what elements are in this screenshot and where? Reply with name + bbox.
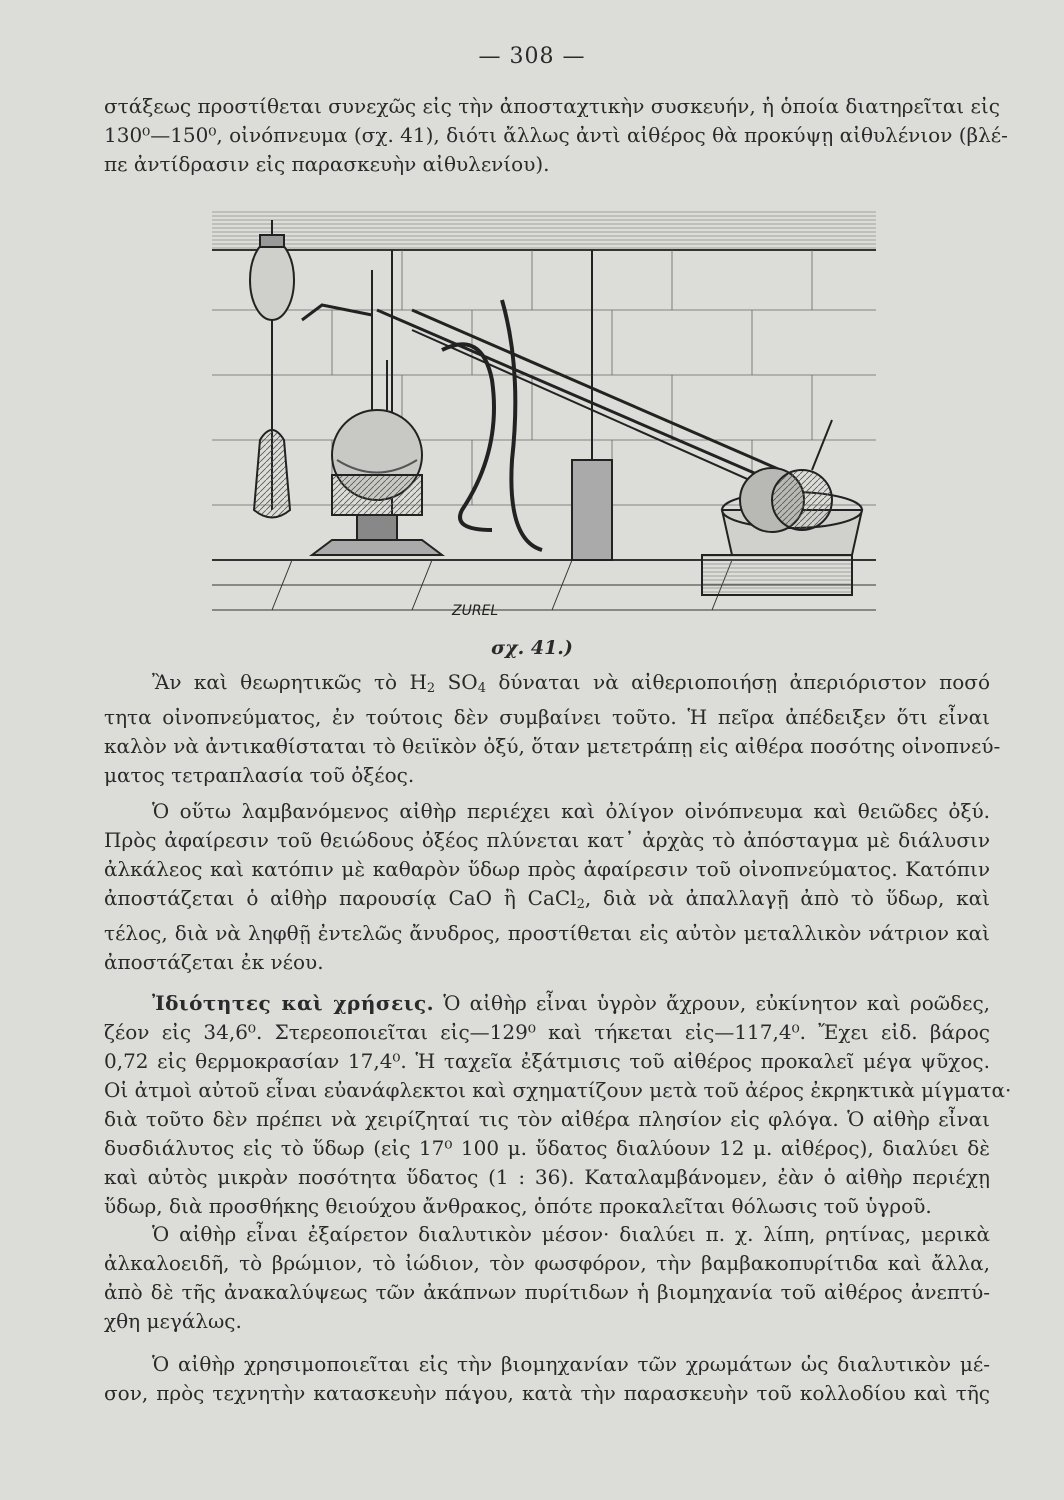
text-line: ἀποστάζεται ὁ αἰθὴρ παρουσίᾳ CaO ἢ CaCl$_2$, διὰ νὰ ἀπαλλαγῇ ἀπὸ τὸ ὕδωρ, καὶ bbox=[104, 886, 990, 912]
text-line: διὰ τοῦτο δὲν πρέπει νὰ χειρίζηταί τις τὸν αἰθέρα πλησίον εἰς φλόγα. Ὁ αἰθὴρ εἶναι bbox=[104, 1107, 990, 1131]
text-line: Πρὸς ἀφαίρεσιν τοῦ θειώδους ὀξέος πλύνεται κατ᾽ ἀρχὰς τὸ ἀπόσταγμα μὲ διάλυσιν bbox=[104, 828, 990, 852]
text-line: ζέον εἰς 34,6⁰. Στερεοποιεῖται εἰς—129⁰ καὶ τήκεται εἰς—117,4⁰. Ἔχει εἰδ. βάρος bbox=[104, 1020, 990, 1044]
page-number: — 308 — bbox=[478, 44, 586, 69]
text-line: Ὁ αἰθὴρ εἶναι ἐξαίρετον διαλυτικὸν μέσον· διαλύει π. χ. λίπη, ρητίνας, μερικὰ bbox=[152, 1222, 990, 1246]
rubber-tubing bbox=[442, 300, 542, 550]
text-line: Ἂν καὶ θεωρητικῶς τὸ $H_2$ $SO_4$ δύναται νὰ αἰθεριοποιήσῃ ἀπεριόριστον ποσό bbox=[152, 670, 990, 696]
text-line: πε ἀντίδρασιν εἰς παρασκευὴν αἰθυλενίου). bbox=[104, 152, 550, 176]
figure-distillation-apparatus bbox=[212, 210, 876, 630]
text-line: ματος τετραπλασία τοῦ ὀξέος. bbox=[104, 763, 415, 787]
section-heading: Ἰδιότητες καὶ χρήσεις. bbox=[152, 991, 435, 1015]
text-line: ἀλκάλεος καὶ κατόπιν μὲ καθαρὸν ὕδωρ πρὸς ἀφαίρεσιν τοῦ οἰνοπνεύματος. Κατόπιν bbox=[104, 857, 990, 881]
figure-caption: σχ. 41.) bbox=[491, 637, 573, 659]
paragraph-solvent bbox=[104, 1220, 990, 1336]
text-line: 130⁰—150⁰, οἰνόπνευμα (σχ. 41), διότι ἄλλως ἀντὶ αἰθέρος θὰ προκύψῃ αἰθυλένιον (βλέ- bbox=[104, 123, 1008, 147]
text-line: δυσδιάλυτος εἰς τὸ ὕδωρ (εἰς 17⁰ 100 μ. ὕδατος διαλύουν 12 μ. αἰθέρος), διαλύει δὲ bbox=[104, 1136, 990, 1160]
text-line: καλὸν νὰ ἀντικαθίσταται τὸ θειϊκὸν ὀξύ, ὅταν μετετράπῃ εἰς αἰθέρα ποσότης οἰνοπνεύ- bbox=[104, 734, 1001, 758]
text-line: 0,72 εἰς θερμοκρασίαν 17,4⁰. Ἡ ταχεῖα ἐξάτμισις τοῦ αἰθέρος προκαλεῖ μέγα ψῦχος. bbox=[104, 1049, 990, 1073]
text-line: τέλος, διὰ νὰ ληφθῇ ἐντελῶς ἄνυδρος, προστίθεται εἰς αὐτὸν μεταλλικὸν νάτριον καὶ bbox=[104, 921, 990, 945]
text-line: Ὁ οὕτω λαμβανόμενος αἰθὴρ περιέχει καὶ ὀλίγον οἰνόπνευμα καὶ θειῶδες ὀξύ. bbox=[152, 799, 990, 823]
paragraph-uses bbox=[104, 1350, 990, 1408]
paragraph-purification bbox=[104, 797, 990, 977]
text-line: ἀποστάζεται ἐκ νέου. bbox=[104, 950, 324, 974]
distilling-flask bbox=[302, 250, 442, 555]
apparatus-illustration bbox=[212, 210, 876, 630]
text-line: Ἰδιότητες καὶ χρήσεις. Ὁ αἰθὴρ εἶναι ὑγρὸν ἄχρουν, εὐκίνητον καὶ ρoῶδες, bbox=[152, 991, 991, 1015]
text-line: στάξεως προστίθεται συνεχῶς εἰς τὴν ἀποσταχτικὴν συσκευήν, ἡ ὁποία διατηρεῖται εἰς bbox=[104, 94, 1000, 118]
brick-wall bbox=[212, 210, 876, 505]
text-line: Ὁ αἰθὴρ χρησιμοποιεῖται εἰς τὴν βιομηχανίαν τῶν χρωμάτων ὡς διαλυτικὸν μέ- bbox=[152, 1352, 990, 1376]
text-line: τητα οἰνοπνεύματος, ἐν τούτοις δὲν συμβαίνει τοῦτο. Ἡ πεῖρα ἀπέδειξεν ὅτι εἶναι bbox=[104, 705, 990, 729]
paragraph-properties bbox=[104, 989, 1012, 1221]
text-line: ὕδωρ, διὰ προσθήκης θειούχου ἄνθρακος, ὁπότε προκαλεῖται θόλωσις τοῦ ὑγροῦ. bbox=[104, 1194, 932, 1218]
artist-signature: ZUREL bbox=[452, 603, 499, 619]
text-line: χθη μεγάλως. bbox=[104, 1309, 242, 1333]
text-line: καὶ αὐτὸς μικρὰν ποσότητα ὕδατος (1 : 36). Καταλαμβάνομεν, ἐὰν ὁ αἰθὴρ περιέχῃ bbox=[104, 1165, 990, 1189]
dropping-funnel-stand bbox=[250, 220, 294, 518]
text-line: ἀλκαλοειδῆ, τὸ βρώμιον, τὸ ἰώδιον, τὸν φωσφόρον, τὴν βαμβακοπυρίτιδα καὶ ἄλλα, bbox=[104, 1251, 990, 1275]
text-line: σον, πρὸς τεχνητὴν κατασκευὴν πάγου, κατὰ τὴν παρασκευὴν τοῦ κολλοδίου καὶ τῆς bbox=[104, 1381, 990, 1405]
text-line: Οἱ ἀτμοὶ αὐτοῦ εἶναι εὐανάφλεκτοι καὶ σχηματίζουν μετὰ τοῦ ἀέρος ἐκρηκτικὰ μίγματα· bbox=[104, 1078, 1012, 1102]
paragraph-sulfuric-acid bbox=[104, 668, 1001, 790]
intro-paragraph bbox=[104, 92, 1008, 179]
text-line: ἀπὸ δὲ τῆς ἀνακαλύψεως τῶν ἀκάπνων πυρίτιδων ἡ βιομηχανία τοῦ αἰθέρος ἀνεπτύ- bbox=[104, 1280, 990, 1304]
